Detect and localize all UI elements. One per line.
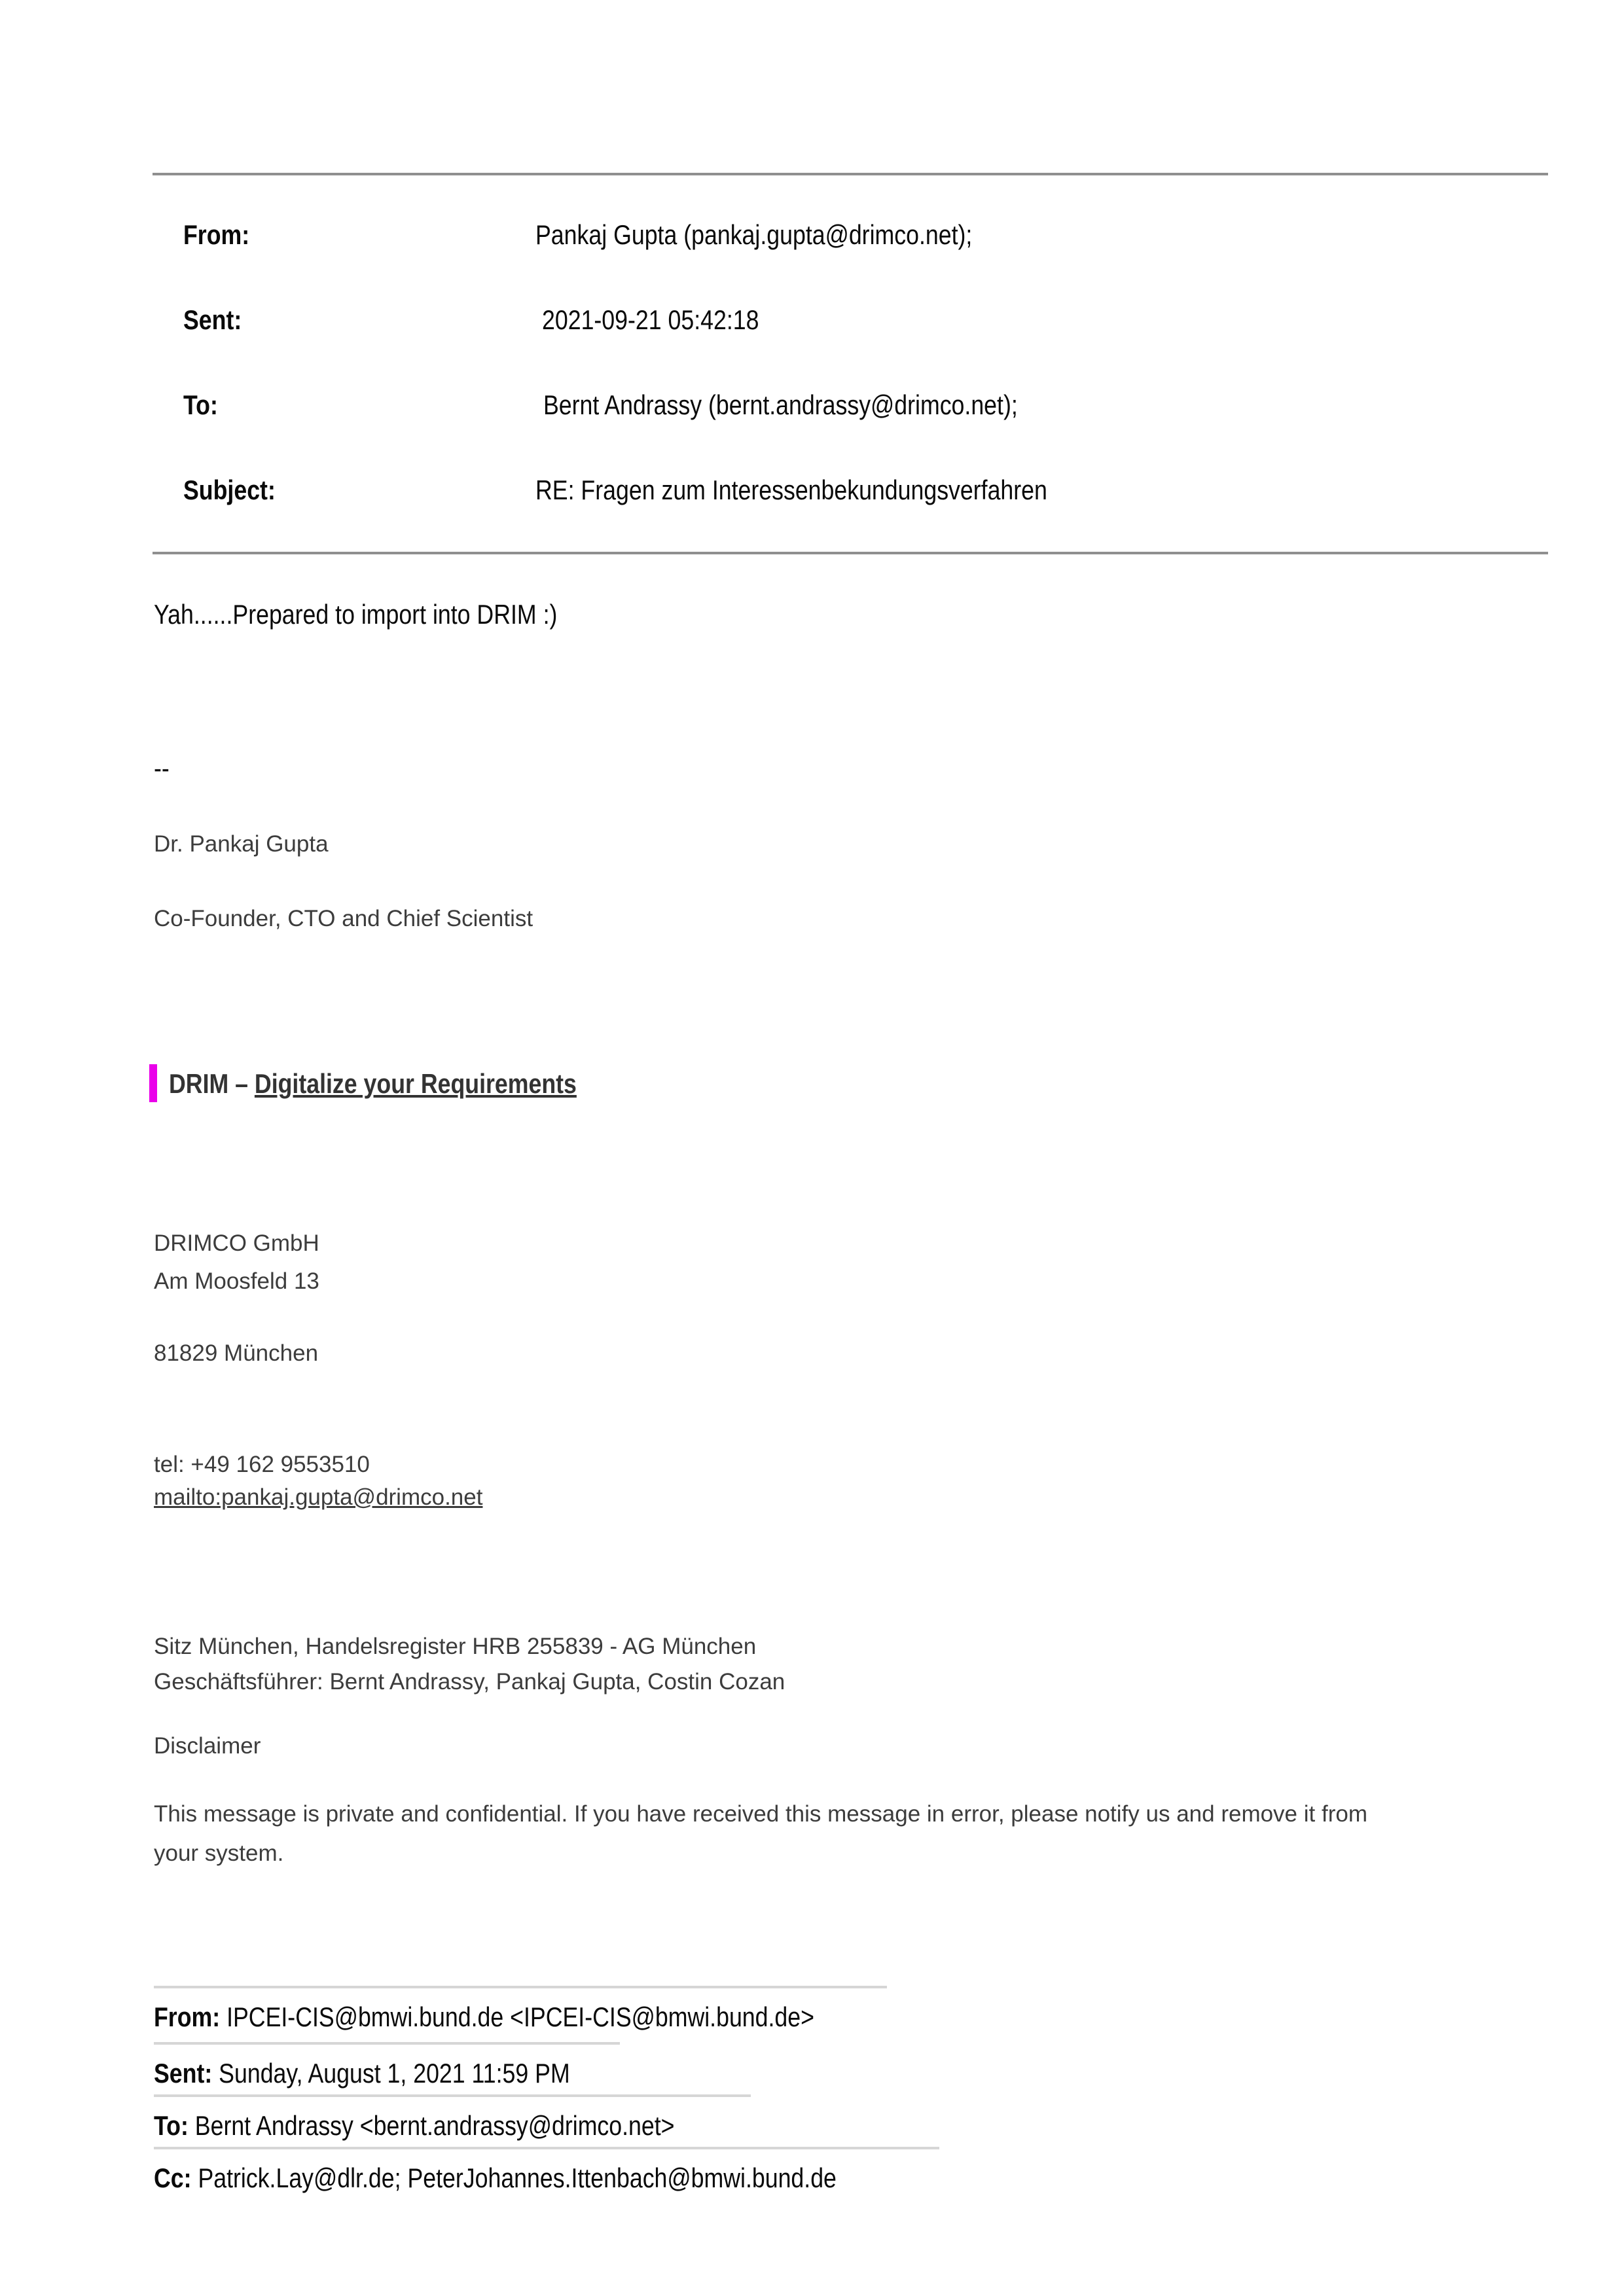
disclaimer-title: Disclaimer (154, 1733, 261, 1759)
signature-separator-text: -- (154, 753, 170, 783)
quoted-from-text (154, 2000, 814, 2034)
brand-prefix: DRIM – (169, 1068, 255, 1099)
header-bottom-divider (153, 552, 1548, 554)
quoted-to-divider (154, 2094, 751, 2097)
quoted-cc-row (154, 2161, 957, 2195)
quoted-sent-text (154, 2056, 570, 2090)
signature-name: Dr. Pankaj Gupta (154, 831, 329, 857)
header-subject-value (535, 473, 1138, 507)
company-mailto-link[interactable]: mailto:pankaj.gupta@drimco.net (154, 1484, 483, 1510)
company-city: 81829 München (154, 1340, 319, 1366)
header-from-value (535, 218, 1049, 252)
quoted-from-label: From: (154, 2001, 221, 2032)
quoted-sent-value: Sunday, August 1, 2021 11:59 PM (212, 2058, 570, 2089)
company-street: Am Moosfeld 13 (154, 1268, 319, 1294)
quoted-to-text (154, 2109, 675, 2143)
signature-separator (154, 751, 172, 785)
company-name: DRIMCO GmbH (154, 1230, 319, 1256)
header-from-label (183, 218, 261, 252)
header-from-value-text: Pankaj Gupta (pankaj.gupta@drimco.net); (535, 219, 973, 250)
header-top-divider (153, 173, 1548, 175)
quoted-to-row (154, 2109, 767, 2143)
header-sent-label (183, 303, 252, 337)
quoted-sent-row (154, 2056, 643, 2090)
signature-title: Co-Founder, CTO and Chief Scientist (154, 906, 533, 931)
company-registry: Sitz München, Handelsregister HRB 255839 - AG München (154, 1634, 757, 1659)
brand-tagline-link[interactable]: Digitalize your Requirements (254, 1068, 577, 1099)
header-to-label-text: To: (183, 389, 218, 420)
brand-accent-bar (149, 1064, 157, 1102)
header-subject-label-text: Subject: (183, 475, 276, 505)
header-to-label (183, 388, 224, 422)
company-phone: tel: +49 162 9553510 (154, 1452, 370, 1477)
header-from-label-text: From: (183, 219, 250, 250)
header-to-value (543, 388, 1102, 422)
brand-text (169, 1067, 577, 1101)
quoted-from-row (154, 2000, 931, 2034)
disclaimer-line-1: This message is private and confidential. If you have received this message in error, please notify us and remove it from (154, 1801, 1367, 1827)
disclaimer-line-2: your system. (154, 1840, 284, 1866)
quoted-to-value: Bernt Andrassy <bernt.andrassy@drimco.net> (188, 2110, 675, 2141)
company-management: Geschäftsführer: Bernt Andrassy, Pankaj Gupta, Costin Cozan (154, 1669, 785, 1695)
quoted-from-value: IPCEI-CIS@bmwi.bund.de <IPCEI-CIS@bmwi.bund.de> (220, 2001, 814, 2032)
body-greeting (154, 598, 628, 632)
header-to-value-text: Bernt Andrassy (bernt.andrassy@drimco.net); (543, 389, 1018, 420)
quoted-cc-value: Patrick.Lay@dlr.de; PeterJohannes.Ittenbach@bmwi.bund.de (191, 2162, 837, 2193)
header-subject-label (183, 473, 292, 507)
quoted-from-divider (154, 1986, 887, 1988)
header-sent-value-text: 2021-09-21 05:42:18 (542, 304, 759, 335)
header-sent-label-text: Sent: (183, 304, 242, 335)
brand-line (169, 1067, 649, 1101)
quoted-cc-label: Cc: (154, 2162, 192, 2193)
quoted-cc-divider (154, 2147, 939, 2149)
quoted-cc-text (154, 2161, 837, 2195)
header-sent-value (542, 303, 797, 337)
body-greeting-text: Yah......Prepared to import into DRIM :) (154, 599, 558, 630)
quoted-sent-divider (154, 2042, 620, 2045)
quoted-to-label: To: (154, 2110, 189, 2141)
quoted-sent-label: Sent: (154, 2058, 213, 2089)
header-subject-value-text: RE: Fragen zum Interessenbekundungsverfahren (535, 475, 1047, 505)
